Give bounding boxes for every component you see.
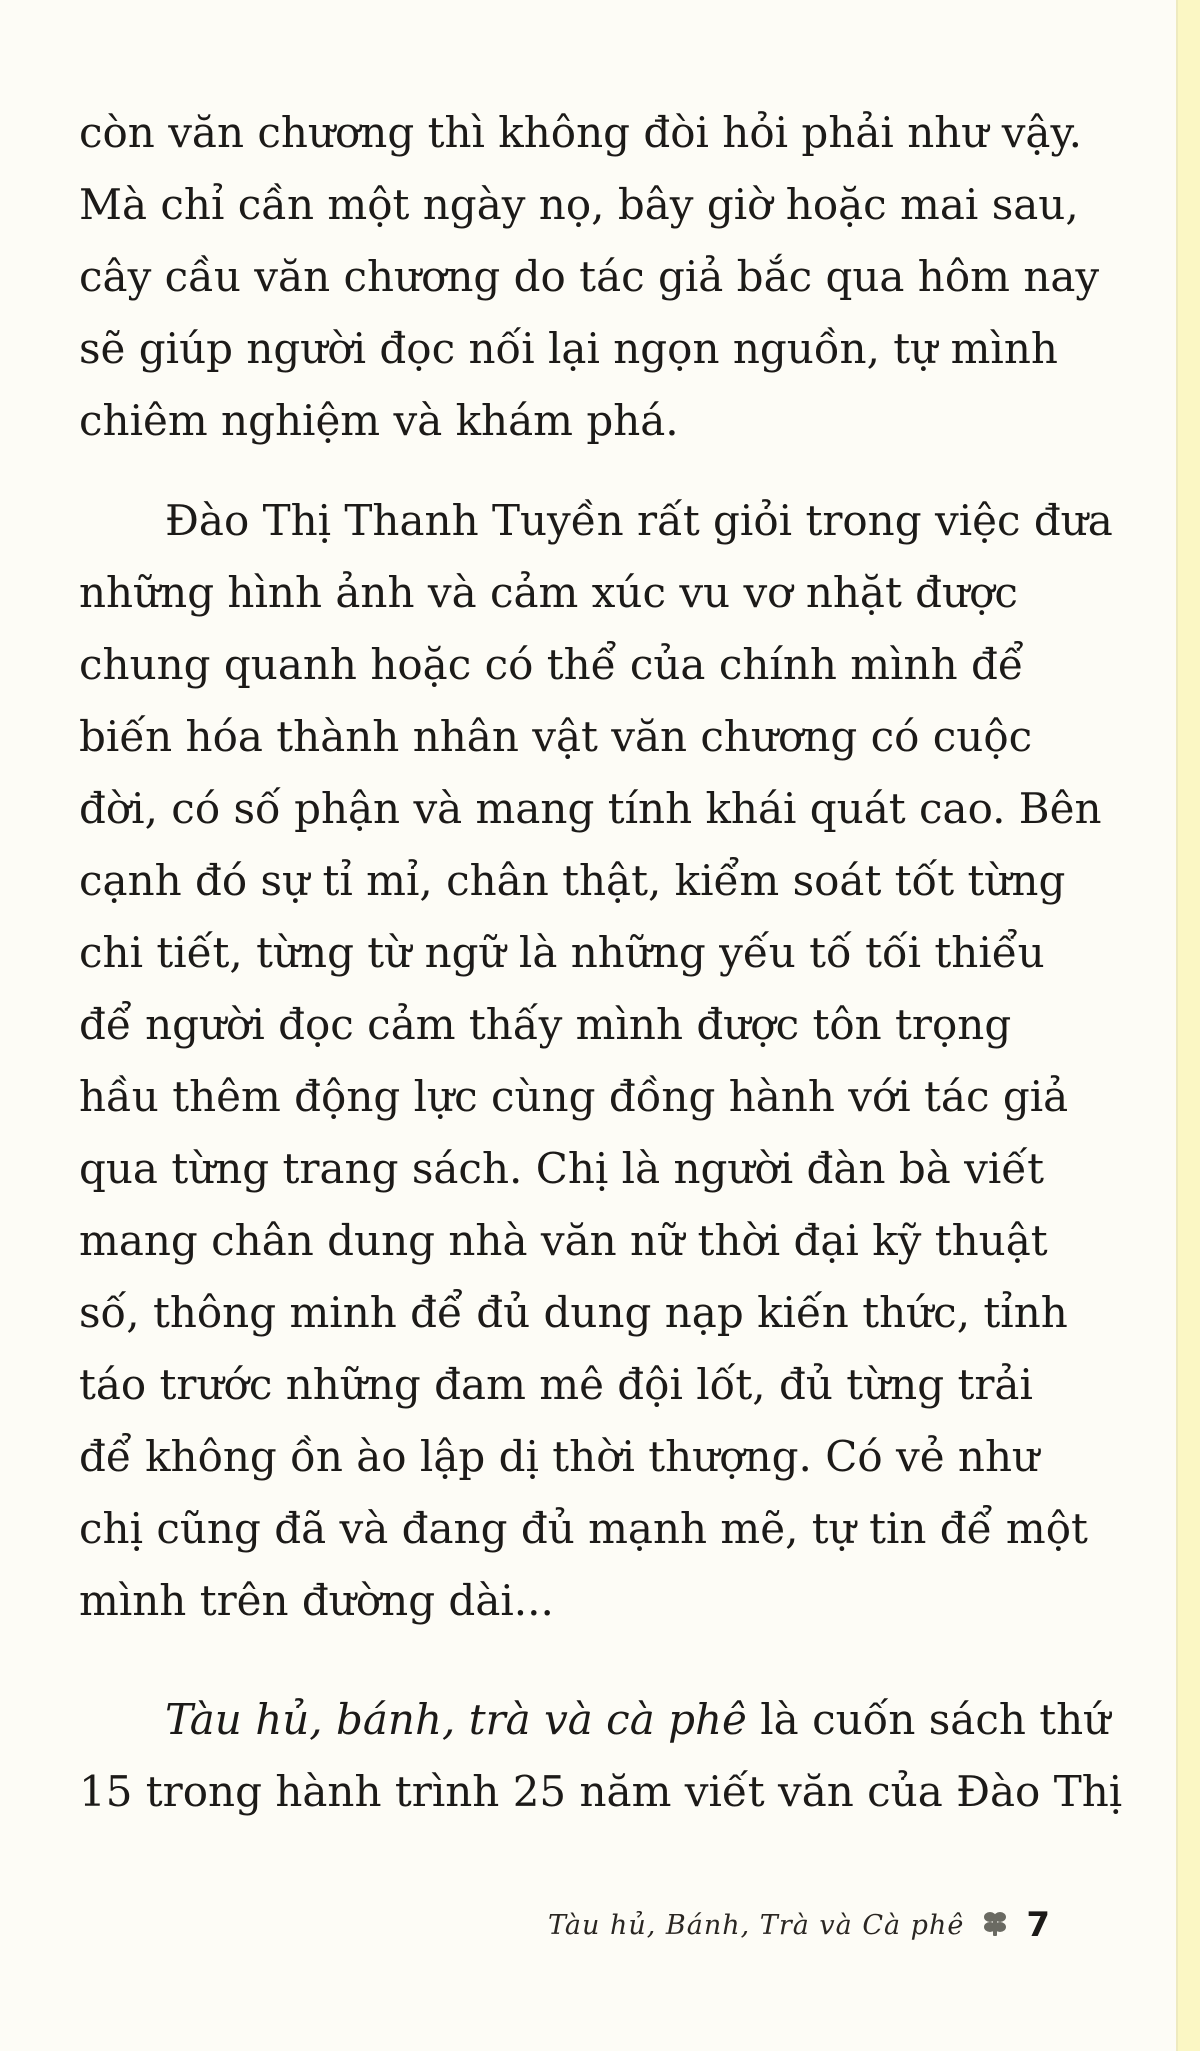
text-line: cạnh đó sự tỉ mỉ, chân thật, kiểm soát tốt từng — [79, 856, 1066, 905]
paragraph-2 — [79, 485, 1113, 1637]
paragraph-1 — [79, 97, 1100, 457]
page-number: 7 — [1026, 1905, 1050, 1945]
page-edge — [1178, 0, 1200, 2051]
clover-ornament-icon — [978, 1908, 1012, 1943]
running-footer — [548, 1900, 1050, 1950]
text-line: chiêm nghiệm và khám phá. — [79, 396, 679, 445]
text-line: những hình ảnh và cảm xúc vu vơ nhặt được — [79, 568, 1018, 617]
text-line: sẽ giúp người đọc nối lại ngọn nguồn, tự mình — [79, 324, 1058, 373]
text-span: là cuốn sách thứ — [746, 1695, 1111, 1744]
text-line: mình trên đường dài... — [79, 1576, 554, 1625]
text-line: số, thông minh để đủ dung nạp kiến thức, tỉnh — [79, 1288, 1068, 1337]
text-line: chi tiết, từng từ ngữ là những yếu tố tối thiểu — [79, 928, 1045, 977]
text-line: biến hóa thành nhân vật văn chương có cuộc — [79, 712, 1033, 761]
text-line: 15 trong hành trình 25 năm viết văn của Đào Thị — [79, 1767, 1123, 1816]
footer-book-title: Tàu hủ, Bánh, Trà và Cà phê — [548, 1909, 965, 1941]
text-line — [79, 1684, 1111, 1756]
text-line: qua từng trang sách. Chị là người đàn bà viết — [79, 1144, 1045, 1193]
text-line: đời, có số phận và mang tính khái quát cao. Bên — [79, 784, 1102, 833]
text-line: mang chân dung nhà văn nữ thời đại kỹ thuật — [79, 1216, 1048, 1265]
paragraph-3 — [79, 1684, 1123, 1828]
text-line: còn văn chương thì không đòi hỏi phải như vậy. — [79, 108, 1082, 157]
text-line: chị cũng đã và đang đủ mạnh mẽ, tự tin để một — [79, 1504, 1088, 1553]
text-line: hầu thêm động lực cùng đồng hành với tác giả — [79, 1072, 1069, 1121]
book-title-italic: Tàu hủ, bánh, trà và cà phê — [165, 1695, 747, 1744]
text-line: táo trước những đam mê đội lốt, đủ từng trải — [79, 1360, 1033, 1409]
text-line: cây cầu văn chương do tác giả bắc qua hôm nay — [79, 252, 1100, 301]
text-line: để người đọc cảm thấy mình được tôn trọng — [79, 1000, 1012, 1049]
text-line: Đào Thị Thanh Tuyền rất giỏi trong việc đưa — [165, 496, 1113, 545]
text-line: chung quanh hoặc có thể của chính mình để — [79, 640, 1024, 689]
text-line: Mà chỉ cần một ngày nọ, bây giờ hoặc mai sau, — [79, 180, 1079, 229]
text-line: để không ồn ào lập dị thời thượng. Có vẻ như — [79, 1432, 1040, 1481]
